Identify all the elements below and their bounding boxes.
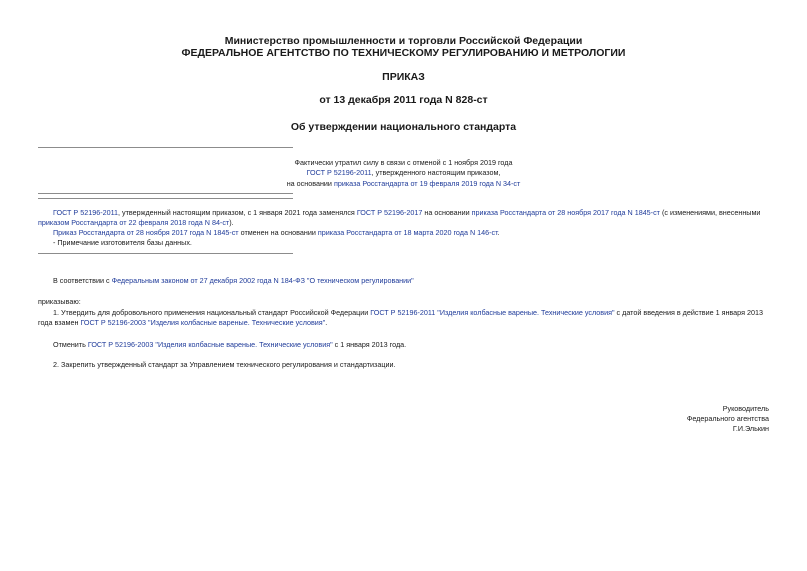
order-146-link[interactable]: приказа Росстандарта от 18 марта 2020 года N 146-ст xyxy=(317,228,498,237)
intro-paragraph xyxy=(53,276,770,286)
item1-text: 1. Утвердить для добровольного применения национальный стандарт Российской Федерации xyxy=(53,308,371,317)
gost-2011-link[interactable]: ГОСТ Р 52196-2011 xyxy=(53,208,119,217)
cancel-text: с 1 января 2013 года. xyxy=(332,340,407,349)
gost-2003-link[interactable]: ГОСТ Р 52196-2003 "Изделия колбасные вареные. Технические условия" xyxy=(80,318,326,327)
item1-text: . xyxy=(325,318,328,327)
order-1845-cancel-link[interactable]: Приказ Росстандарта от 28 ноября 2017 года N 1845-ст xyxy=(53,228,239,237)
separator-rule xyxy=(38,198,293,199)
item1-paragraph xyxy=(38,308,770,328)
editorial-note-p2 xyxy=(53,228,770,238)
separator-rule xyxy=(38,193,293,194)
order-1845-link[interactable]: приказа Росстандарта от 28 ноября 2017 года N 1845-ст xyxy=(471,208,660,217)
status-note-line1: Фактически утратил силу в связи с отменой с 1 ноября 2019 года xyxy=(294,158,513,167)
separator-rule xyxy=(38,147,293,148)
item1-text: с датой введения в действие 1 января 2013 xyxy=(614,308,763,317)
order-84-link[interactable]: приказом Росстандарта от 22 февраля 2018 года N 84-ст xyxy=(38,218,230,227)
editorial-note-p1 xyxy=(38,208,770,228)
status-note-line3-text: на основании xyxy=(286,179,334,188)
signatory-name: Г.И.Элькин xyxy=(732,424,769,433)
agency-title: ФЕДЕРАЛЬНОЕ АГЕНТСТВО ПО ТЕХНИЧЕСКОМУ РЕГУЛИРОВАНИЮ И МЕТРОЛОГИИ xyxy=(181,47,626,59)
status-note-line2 xyxy=(0,168,807,178)
signatory-title-1: Руководитель xyxy=(722,404,769,413)
editorial-text: на основании xyxy=(422,208,472,217)
cancel-text: Отменить xyxy=(53,340,88,349)
item1-text: года взамен xyxy=(38,318,81,327)
order-word: приказываю: xyxy=(38,297,81,306)
federal-law-link[interactable]: Федеральным законом от 27 декабря 2002 года N 184-ФЗ "О техническом регулировании" xyxy=(111,276,414,285)
editorial-note-p3: - Примечание изготовителя базы данных. xyxy=(53,238,192,247)
ministry-title: Министерство промышленности и торговли Российской Федерации xyxy=(224,35,583,47)
document-type: ПРИКАЗ xyxy=(382,71,425,83)
editorial-text: отменен на основании xyxy=(238,228,318,237)
signatory-title-2: Федерального агентства xyxy=(686,414,769,423)
status-order-link[interactable]: приказа Росстандарта от 19 февраля 2019 года N 34-ст xyxy=(333,179,521,188)
cancel-paragraph xyxy=(53,340,770,350)
editorial-text: ). xyxy=(229,218,234,227)
document-date-number: от 13 декабря 2011 года N 828-ст xyxy=(319,94,488,106)
gost-2017-link[interactable]: ГОСТ Р 52196-2017 xyxy=(356,208,423,217)
status-gost-link[interactable]: ГОСТ Р 52196-2011 xyxy=(306,168,372,177)
item2-paragraph: 2. Закрепить утвержденный стандарт за Управлением технического регулирования и стандартизации. xyxy=(53,360,396,369)
document-subject: Об утверждении национального стандарта xyxy=(290,121,517,133)
gost-2011-approve-link[interactable]: ГОСТ Р 52196-2011 "Изделия колбасные вареные. Технические условия" xyxy=(370,308,615,317)
separator-rule xyxy=(38,253,293,254)
editorial-text: . xyxy=(497,228,500,237)
intro-text: В соответствии с xyxy=(53,276,112,285)
status-note-line3 xyxy=(0,179,807,189)
status-note-line2-text: , утвержденного настоящим приказом, xyxy=(371,168,501,177)
editorial-text: , утвержденный настоящим приказом, с 1 января 2021 года заменялся xyxy=(118,208,357,217)
editorial-text: (с изменениями, внесенными xyxy=(659,208,761,217)
gost-2003-cancel-link[interactable]: ГОСТ Р 52196-2003 "Изделия колбасные вареные. Технические условия" xyxy=(87,340,333,349)
